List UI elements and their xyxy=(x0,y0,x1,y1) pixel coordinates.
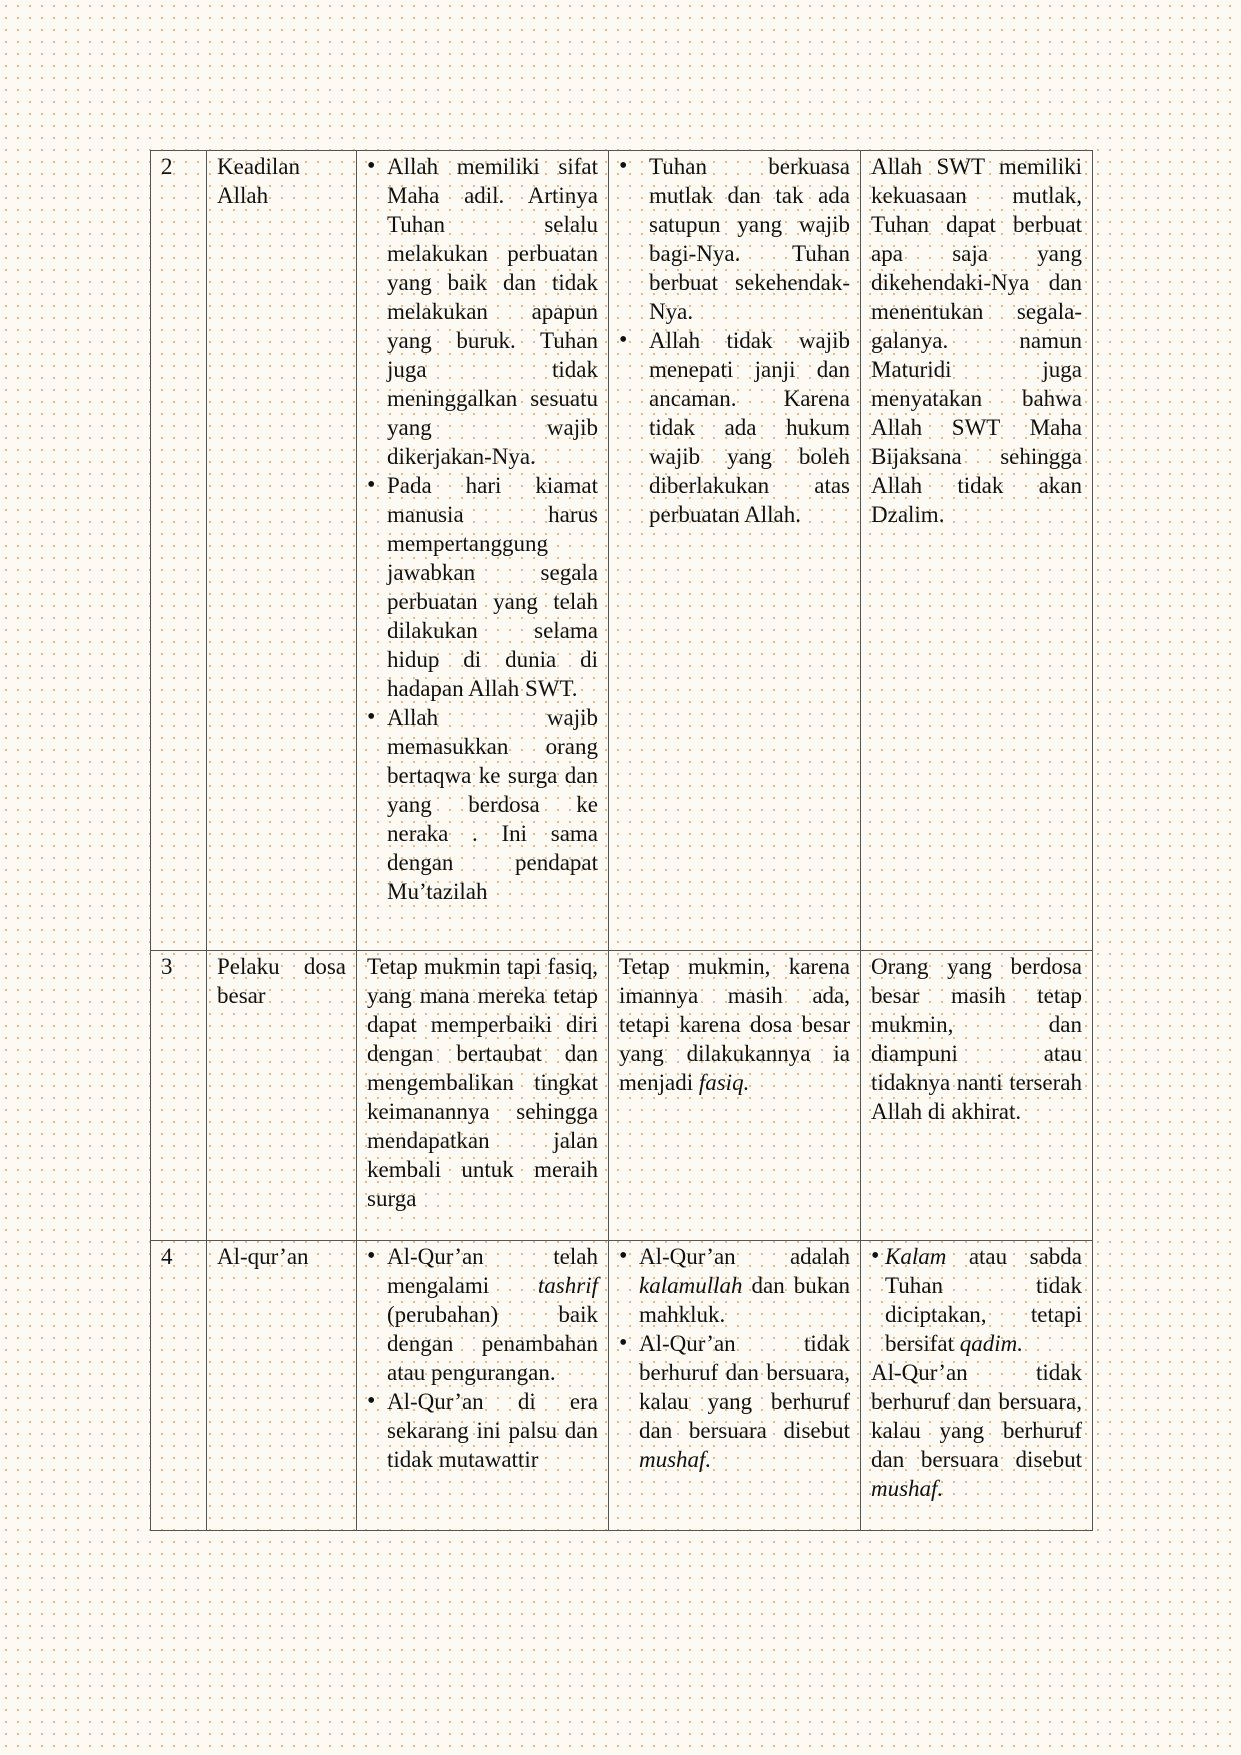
bullet-item: • Pada hari kiamat manusia harus mempertanggung jawabkan segala perbuatan yang telah dilakukan selama hidup di dunia di hadapan Allah SWT. xyxy=(387,471,598,703)
bullet-item: • Allah wajib memasukkan orang bertaqwa ke surga dan yang berdosa ke neraka . Ini sama dengan pendapat Mu’tazilah xyxy=(387,703,598,906)
bullet-text: Al-Qur’an tidak berhuruf dan bersuara, kalau yang berhuruf dan bersuara disebut xyxy=(639,1331,850,1443)
bullet-text: Al-Qur’an telah mengalami xyxy=(387,1244,598,1298)
cell-paragraph xyxy=(871,1358,1082,1503)
row-topic: Keadilan Allah xyxy=(207,151,357,951)
bullet-item xyxy=(639,1242,850,1329)
bullet-item: • Allah memiliki sifat Maha adil. Artinya Tuhan selalu melakukan perbuatan yang baik dan tidak melakukan apapun yang buruk. Tuhan juga tidak meninggalkan sesuatu yang wajib dikerjakan-Nya. xyxy=(387,152,598,471)
bullet-item: • Tuhan berkuasa mutlak dan tak ada satupun yang wajib bagi-Nya. Tuhan berbuat sekehendak-Nya. xyxy=(649,152,850,326)
comparison-table xyxy=(150,150,1093,1531)
cell-column-1 xyxy=(357,1241,609,1531)
table-row xyxy=(151,951,1093,1241)
row-topic: Al-qur’an xyxy=(207,1241,357,1531)
cell-text: Tetap mukmin, karena imannya masih ada, tetapi karena dosa besar yang dilakukannya ia menjadi xyxy=(619,954,850,1095)
italic-term: mushaf. xyxy=(639,1447,712,1472)
italic-term: qadim. xyxy=(959,1331,1023,1356)
bullet-text: (perubahan) baik dengan penambahan atau pengurangan. xyxy=(387,1302,598,1385)
bullet-item: • Al-Qur’an di era sekarang ini palsu dan tidak mutawattir xyxy=(387,1387,598,1474)
italic-term: Kalam xyxy=(885,1244,947,1269)
cell-column-3: Allah SWT memiliki kekuasaan mutlak, Tuhan dapat berbuat apa saja yang dikehendaki-Nya dan menentukan segala-galanya. namun Maturidi juga menyatakan bahwa Allah SWT Maha Bijaksana sehingga Allah tidak akan Dzalim. xyxy=(861,151,1093,951)
cell-column-3: Orang yang berdosa besar masih tetap mukmin, dan diampuni atau tidaknya nanti terserah Allah di akhirat. xyxy=(861,951,1093,1241)
italic-term: kalamullah xyxy=(639,1273,743,1298)
row-topic: Pelaku dosa besar xyxy=(207,951,357,1241)
cell-column-3 xyxy=(861,1241,1093,1531)
table-row xyxy=(151,151,1093,951)
table-row xyxy=(151,1241,1093,1531)
italic-term: mushaf. xyxy=(871,1476,944,1501)
bullet-item xyxy=(387,1242,598,1387)
cell-column-2 xyxy=(609,151,861,951)
cell-column-2 xyxy=(609,951,861,1241)
bullet-item: • Allah tidak wajib menepati janji dan ancaman. Karena tidak ada hukum wajib yang boleh diberlakukan atas perbuatan Allah. xyxy=(649,326,850,529)
bullet-item xyxy=(639,1329,850,1474)
row-number: 4 xyxy=(151,1241,207,1531)
bullet-text: atau sabda Tuhan tidak diciptakan, tetapi bersifat xyxy=(885,1244,1082,1356)
paragraph-text: Al-Qur’an tidak berhuruf dan bersuara, kalau yang berhuruf dan bersuara disebut xyxy=(871,1360,1082,1472)
cell-italic-term: fasiq. xyxy=(698,1070,750,1095)
bullet-item xyxy=(885,1242,1082,1358)
bullet-text: Al-Qur’an adalah xyxy=(639,1244,850,1269)
italic-term: tashrif xyxy=(537,1273,598,1298)
cell-column-1: Tetap mukmin tapi fasiq, yang mana mereka tetap dapat memperbaiki diri dengan bertaubat dan mengembalikan tingkat keimanannya sehingga mendapatkan jalan kembali untuk meraih surga xyxy=(357,951,609,1241)
bullet-text: dan bukan mahkluk. xyxy=(639,1273,851,1327)
row-number: 2 xyxy=(151,151,207,951)
row-number: 3 xyxy=(151,951,207,1241)
cell-column-1 xyxy=(357,151,609,951)
cell-column-2 xyxy=(609,1241,861,1531)
